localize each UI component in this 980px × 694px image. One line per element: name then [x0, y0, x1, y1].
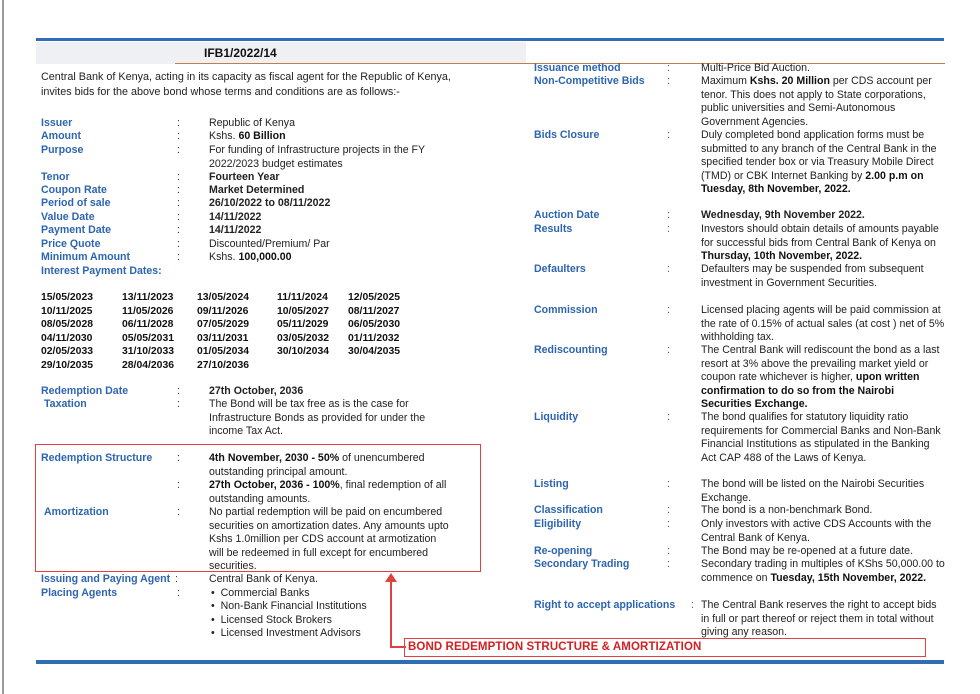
colon: : — [177, 251, 180, 263]
colon: : — [667, 504, 670, 516]
colon: : — [667, 223, 670, 235]
interest-payment-date: 06/05/2030 — [348, 319, 401, 331]
interest-payment-date: 10/05/2027 — [277, 305, 330, 317]
results-label: Results — [534, 223, 573, 235]
rediscounting-value: The Central Bank will rediscount the bond as a last resort at 3% above the prevailing market yield or coupon rate whichever is higher, upon written confirmation to do so from the Nairobi Securities Exchange. — [701, 344, 940, 410]
amortization-value: No partial redemption will be paid on encumbered securities on amortization dates. Any amounts upto Kshs 1.0million per CDS account at armotization will be redeemed in full except for encumbered securities. — [209, 506, 449, 572]
annotation-caption: BOND REDEMPTION STRUCTURE & AMORTIZATION — [408, 641, 702, 653]
colon: : — [691, 599, 694, 611]
results-value: Investors should obtain details of amounts payable for successful bids from Central Bank of Kenya on Thursday, 10th November, 2022. — [701, 223, 939, 262]
interest-payment-date: 15/05/2023 — [41, 292, 94, 303]
defaulters-label: Defaulters — [534, 263, 586, 275]
colon: : — [177, 452, 180, 464]
eligibility-label: Eligibility — [534, 518, 582, 530]
colon: : — [177, 398, 180, 410]
redemption-structure-line1: 4th November, 2030 - 50% of unencumbered outstanding principal amount. — [209, 452, 425, 478]
interest-payment-date: 28/04/2036 — [122, 360, 175, 371]
auction-date-label: Auction Date — [534, 209, 600, 221]
non-competitive-bids-label: Non-Competitive Bids — [534, 75, 645, 87]
title-band — [36, 42, 526, 64]
bids-closure-value: Duly completed bond application forms must be submitted to any branch of the Central Bank in the specified tender box or via Treasury Mobile Direct (TMD) or CBK Internet Banking by 2.00 p.m on Tuesday, 8th November, 2022. — [701, 129, 937, 195]
interest-payment-date: 04/11/2030 — [41, 332, 93, 344]
colon: : — [177, 171, 180, 183]
interest-payment-date: 30/04/2035 — [348, 346, 401, 358]
interest-payment-date: 03/05/2032 — [277, 332, 330, 344]
amortization-label: Amortization — [44, 506, 109, 518]
colon: : — [667, 545, 670, 557]
colon: : — [177, 479, 180, 491]
liquidity-label: Liquidity — [534, 411, 579, 423]
interest-payment-date: 10/11/2025 — [41, 305, 93, 317]
classification-value: The bond is a non-benchmark Bond. — [701, 504, 873, 516]
interest-payment-date: 07/05/2029 — [197, 319, 250, 331]
purpose-label: Purpose — [41, 144, 84, 156]
listing-value: The bond will be listed on the Nairobi Securities Exchange. — [701, 478, 925, 504]
minimum-amount-value: Kshs. 100,000.00 — [209, 251, 292, 263]
interest-payment-date: 09/11/2026 — [197, 305, 249, 317]
price-quote-label: Price Quote — [41, 238, 101, 250]
colon: : — [177, 587, 180, 599]
top-rule — [36, 38, 944, 41]
colon: : — [177, 130, 180, 142]
placing-agent-item: • Licensed Stock Brokers — [211, 614, 332, 626]
interest-payment-date: 03/11/2031 — [197, 332, 249, 344]
payment-date-value: 14/11/2022 — [209, 224, 262, 236]
issuing-agent-label: Issuing and Paying Agent — [41, 573, 171, 585]
period-of-sale-value: 26/10/2022 to 08/11/2022 — [209, 197, 331, 209]
price-quote-value: Discounted/Premium/ Par — [209, 238, 330, 250]
issuance-method-label: Issuance method — [534, 62, 621, 74]
payment-date-label: Payment Date — [41, 224, 112, 236]
colon: : — [667, 478, 670, 490]
secondary-trading-label: Secondary Trading — [534, 558, 630, 570]
bond-title: IFB1/2022/14 — [204, 46, 277, 60]
colon: : — [667, 518, 670, 530]
interest-payment-date: 29/10/2035 — [41, 360, 94, 371]
listing-label: Listing — [534, 478, 569, 490]
period-of-sale-label: Period of sale — [41, 197, 111, 209]
tenor-label: Tenor — [41, 171, 70, 183]
interest-payment-date: 31/10/2033 — [122, 346, 175, 358]
annotation-arrow-line — [390, 579, 392, 647]
commission-value: Licensed placing agents will be paid commission at the rate of 0.15% of actual sales (at cost ) net of 5% withholding tax. — [701, 304, 945, 343]
redemption-date-value: 27th October, 2036 — [209, 385, 304, 397]
taxation-value: The Bond will be tax free as is the case for Infrastructure Bonds as provided for under the income Tax Act. — [209, 398, 426, 437]
colon: : — [667, 304, 670, 316]
bids-closure-label: Bids Closure — [534, 129, 600, 141]
colon: : — [667, 558, 670, 570]
redemption-date-label: Redemption Date — [41, 385, 129, 397]
colon: : — [177, 385, 180, 397]
colon: : — [177, 224, 180, 236]
issuance-method-value: Multi-Price Bid Auction. — [701, 62, 810, 74]
value-date-label: Value Date — [41, 211, 95, 223]
colon: : — [177, 506, 180, 518]
redemption-structure-label: Redemption Structure — [41, 452, 153, 464]
colon: : — [177, 211, 180, 223]
colon: : — [177, 184, 180, 196]
interest-payment-dates-label: Interest Payment Dates: — [41, 265, 162, 277]
colon: : — [177, 144, 180, 156]
interest-payment-date: 05/05/2031 — [122, 332, 175, 344]
rediscounting-label: Rediscounting — [534, 344, 608, 356]
minimum-amount-label: Minimum Amount — [41, 251, 131, 263]
placing-agent-item: • Commercial Banks — [211, 587, 310, 599]
right-to-accept-label: Right to accept applications — [534, 599, 676, 611]
reopening-value: The Bond may be re-opened at a future date. — [701, 545, 914, 557]
interest-payment-date: 06/11/2028 — [122, 319, 174, 331]
interest-payment-date: 27/10/2036 — [197, 360, 250, 371]
colon: : — [177, 238, 180, 250]
issuer-label: Issuer — [41, 117, 73, 129]
colon: : — [177, 117, 180, 129]
interest-payment-date: 13/05/2024 — [197, 292, 250, 303]
interest-payment-date: 13/11/2023 — [122, 292, 174, 303]
tenor-value: Fourteen Year — [209, 171, 280, 183]
interest-payment-date: 11/05/2026 — [122, 305, 174, 317]
colon: : — [667, 344, 670, 356]
interest-payment-date: 01/05/2034 — [197, 346, 250, 358]
defaulters-value: Defaulters may be suspended from subsequent investment in Government Securities. — [701, 263, 924, 289]
amount-value: Kshs. 60 Billion — [209, 130, 286, 142]
bottom-rule — [36, 660, 944, 664]
colon: : — [667, 129, 670, 141]
interest-payment-date: 02/05/2033 — [41, 346, 94, 358]
taxation-label: Taxation — [44, 398, 87, 410]
coupon-rate-value: Market Determined — [209, 184, 305, 196]
eligibility-value: Only investors with active CDS Accounts with the Central Bank of Kenya. — [701, 518, 932, 544]
amount-label: Amount — [41, 130, 82, 142]
classification-label: Classification — [534, 504, 603, 516]
non-competitive-bids-value: Maximum Kshs. 20 Million per CDS account per tenor. This does not apply to State corporations, public universities and Semi-Autonomous Government Agencies. — [701, 75, 932, 128]
page-edge — [2, 0, 4, 694]
colon: : — [667, 62, 670, 74]
colon: : — [667, 263, 670, 275]
reopening-label: Re-opening — [534, 545, 593, 557]
right-to-accept-value: The Central Bank reserves the right to accept bids in full or part thereof or reject them in total without giving any reason. — [701, 599, 937, 638]
purpose-value: For funding of Infrastructure projects in the FY 2022/2023 budget estimates — [209, 144, 425, 170]
placing-agent-item: • Non-Bank Financial Institutions — [211, 600, 367, 612]
liquidity-value: The bond qualifies for statutory liquidity ratio requirements for Commercial Banks and Non-Bank Financial Institutions as stipulated in the Banking Act CAP 488 of the Laws of Kenya. — [701, 411, 941, 464]
colon: : — [667, 411, 670, 423]
interest-payment-date: 08/11/2027 — [348, 305, 400, 317]
coupon-rate-label: Coupon Rate — [41, 184, 107, 196]
interest-payment-date: 11/11/2024 — [277, 292, 328, 303]
interest-payment-date: 01/11/2032 — [348, 332, 400, 344]
interest-payment-date: 08/05/2028 — [41, 319, 94, 331]
colon: : — [667, 75, 670, 87]
interest-payment-date: 12/05/2025 — [348, 292, 401, 303]
intro-paragraph: Central Bank of Kenya, acting in its capacity as fiscal agent for the Republic of Kenya, invites bids for the above bond whose terms and conditions are as follows:- — [41, 71, 451, 98]
placing-agent-item: • Licensed Investment Advisors — [211, 627, 361, 639]
placing-agents-label: Placing Agents — [41, 587, 118, 599]
interest-payment-date: 05/11/2029 — [277, 319, 329, 331]
issuing-agent-value: Central Bank of Kenya. — [209, 573, 318, 585]
colon: : — [177, 197, 180, 209]
auction-date-value: Wednesday, 9th November 2022. — [701, 209, 865, 221]
commission-label: Commission — [534, 304, 598, 316]
secondary-trading-value: Secondary trading in multiples of KShs 50,000.00 to commence on Tuesday, 15th November, 2022. — [701, 558, 945, 584]
issuer-value: Republic of Kenya — [209, 117, 295, 129]
colon: : — [175, 573, 178, 585]
interest-payment-date: 30/10/2034 — [277, 346, 330, 358]
value-date-value: 14/11/2022 — [209, 211, 262, 223]
colon: : — [667, 209, 670, 221]
redemption-structure-line2: 27th October, 2036 - 100%, final redemption of all outstanding amounts. — [209, 479, 447, 505]
